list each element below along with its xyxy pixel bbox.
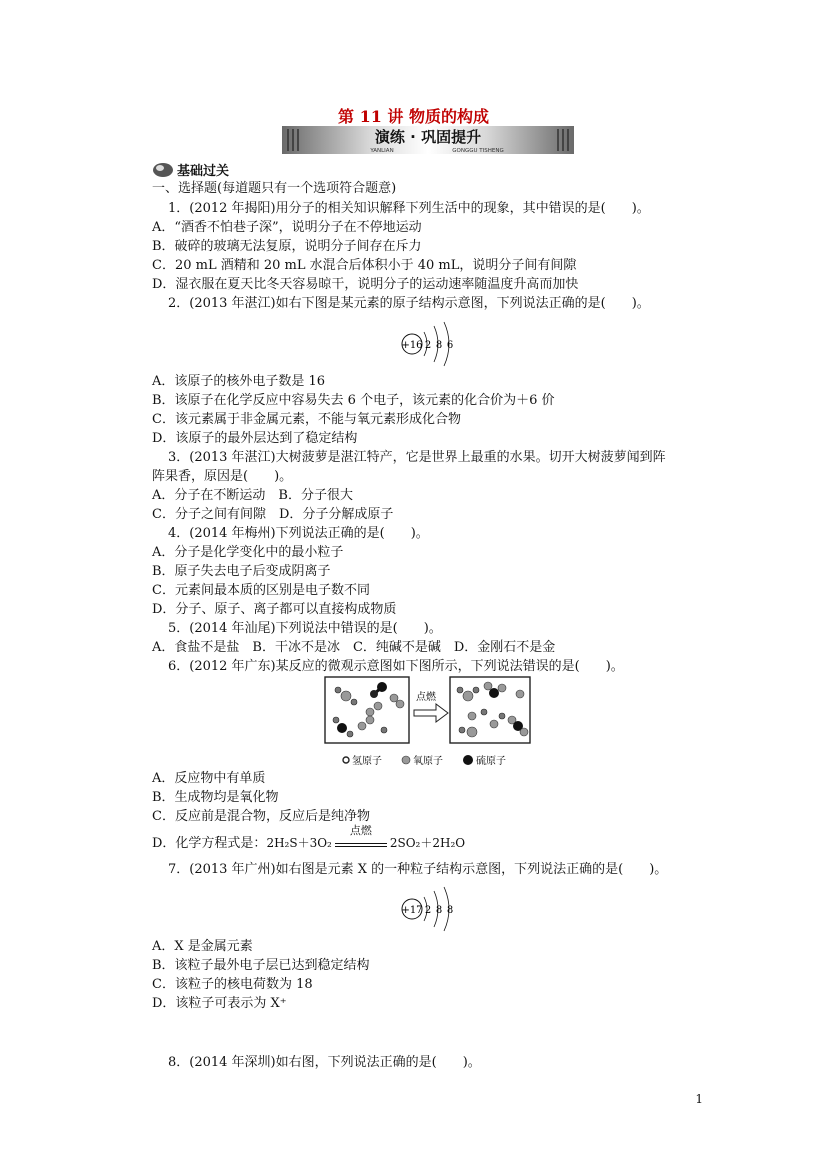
- part-heading: 一、选择题(每道题只有一个选项符合题意): [152, 181, 397, 196]
- nucleus-label: +17: [401, 905, 423, 916]
- question-2-option-b: B．该原子在化学反应中容易失去 6 个电子，该元素的化合价为＋6 价: [152, 393, 555, 408]
- question-3-options-cd: C．分子之间有间隙 D．分子分解成原子: [152, 507, 394, 522]
- question-3-stem-line2: 阵果香，原因是( )。: [152, 469, 293, 484]
- question-8-stem: 8．(2014 年深圳)如右图，下列说法正确的是( )。: [168, 1055, 481, 1070]
- question-6-stem: 6．(2012 年广东)某反应的微观示意图如下图所示，下列说法错误的是( )。: [168, 659, 624, 674]
- question-3-stem-line1: 3．(2013 年湛江)大树菠萝是湛江特产，它是世界上最重的水果。切开大树菠萝闻到阵: [168, 450, 666, 465]
- sulfur-atom-icon: [463, 755, 473, 765]
- question-4-option-d: D．分子、原子、离子都可以直接构成物质: [152, 602, 397, 617]
- question-7-option-b: B．该粒子最外电子层已达到稳定结构: [152, 958, 370, 973]
- banner-pinyin-left: YANLIAN: [370, 148, 394, 154]
- question-1-option-c: C．20 mL 酒精和 20 mL 水混合后体积小于 40 mL，说明分子间有间隙: [152, 258, 577, 273]
- shell-1-count: 2: [424, 340, 432, 351]
- question-1-option-a: A．“酒香不怕巷子深”，说明分子在不停地运动: [152, 220, 422, 235]
- question-7-ion-diagram: [398, 883, 460, 939]
- banner-text: 演练 · 巩固提升: [374, 128, 482, 146]
- section-label-text: 基础过关: [177, 164, 230, 179]
- question-6-reaction-diagram: [322, 676, 534, 774]
- question-2-option-d: D．该原子的最外层达到了稳定结构: [152, 431, 358, 446]
- equation-lhs: 2H₂S＋3O₂: [266, 836, 332, 850]
- shell-3-count: 8: [446, 905, 454, 916]
- nucleus-label: +16: [401, 340, 423, 351]
- legend-sulfur: 硫原子: [476, 756, 506, 767]
- question-6-option-b: B．生成物均是氧化物: [152, 790, 279, 805]
- equation-rhs: 2SO₂＋2H₂O: [389, 836, 466, 850]
- arrow-label: 点燃: [416, 692, 436, 703]
- page-title: 第 11 讲 物质的构成: [338, 107, 489, 126]
- question-5-stem: 5．(2014 年汕尾)下列说法中错误的是( )。: [168, 621, 442, 636]
- arrow-icon: [414, 704, 448, 722]
- question-2-stem: 2．(2013 年湛江)如右下图是某元素的原子结构示意图，下列说法正确的是( )。: [168, 296, 650, 311]
- diagram-legend: [343, 754, 506, 767]
- equals-bar: [335, 843, 387, 847]
- question-7-option-c: C．该粒子的核电荷数为 18: [152, 977, 313, 992]
- option-d-prefix: D．化学方程式是：: [152, 836, 267, 851]
- shell-1-count: 2: [424, 905, 432, 916]
- question-7-option-d: D．该粒子可表示为 X⁺: [152, 996, 287, 1011]
- legend-hydrogen: 氢原子: [352, 756, 382, 767]
- question-6-option-c: C．反应前是混合物，反应后是纯净物: [152, 809, 370, 824]
- question-4-stem: 4．(2014 年梅州)下列说法正确的是( )。: [168, 526, 429, 541]
- shell-2-count: 8: [435, 340, 443, 351]
- question-1-option-b: B．破碎的玻璃无法复原，说明分子间存在斥力: [152, 239, 422, 254]
- question-1-stem: 1．(2012 年揭阳)用分子的相关知识解释下列生活中的现象，其中错误的是( )。: [168, 201, 650, 216]
- hydrogen-atom-icon: [343, 757, 349, 763]
- question-5-options: A．食盐不是盐 B．干冰不是冰 C．纯碱不是碱 D．金刚石不是金: [152, 640, 556, 655]
- section-badge-icon: [152, 162, 174, 178]
- section-label: [152, 160, 229, 179]
- question-2-option-c: C．该元素属于非金属元素，不能与氧元素形成化合物: [152, 412, 461, 427]
- question-2-option-a: A．该原子的核外电子数是 16: [152, 374, 326, 389]
- banner-pinyin-right: GONGGU TISHENG: [452, 148, 504, 154]
- legend-oxygen: 氧原子: [413, 756, 443, 767]
- page-number: 1: [695, 1092, 703, 1106]
- question-6-option-d: [152, 824, 466, 853]
- oxygen-atom-icon: [402, 756, 410, 764]
- reaction-condition: [335, 824, 387, 847]
- question-4-option-c: C．元素间最本质的区别是电子数不同: [152, 583, 370, 598]
- section-banner: [282, 126, 574, 154]
- banner-graphic: [282, 126, 574, 154]
- shell-2-count: 8: [435, 905, 443, 916]
- question-1-option-d: D．湿衣服在夏天比冬天容易晾干，说明分子的运动速率随温度升高而加快: [152, 277, 579, 292]
- question-4-option-a: A．分子是化学变化中的最小粒子: [152, 545, 344, 560]
- shell-3-count: 6: [446, 340, 454, 351]
- question-2-atom-diagram: [398, 318, 460, 374]
- reaction-condition-label: 点燃: [349, 824, 372, 837]
- question-6-option-a: A．反应物中有单质: [152, 771, 266, 786]
- question-7-option-a: A．X 是金属元素: [152, 939, 253, 954]
- question-7-stem: 7．(2013 年广州)如右图是元素 X 的一种粒子结构示意图，下列说法正确的是( )。: [168, 862, 668, 877]
- question-4-option-b: B．原子失去电子后变成阴离子: [152, 564, 331, 579]
- question-3-options-ab: A．分子在不断运动 B．分子很大: [152, 488, 353, 503]
